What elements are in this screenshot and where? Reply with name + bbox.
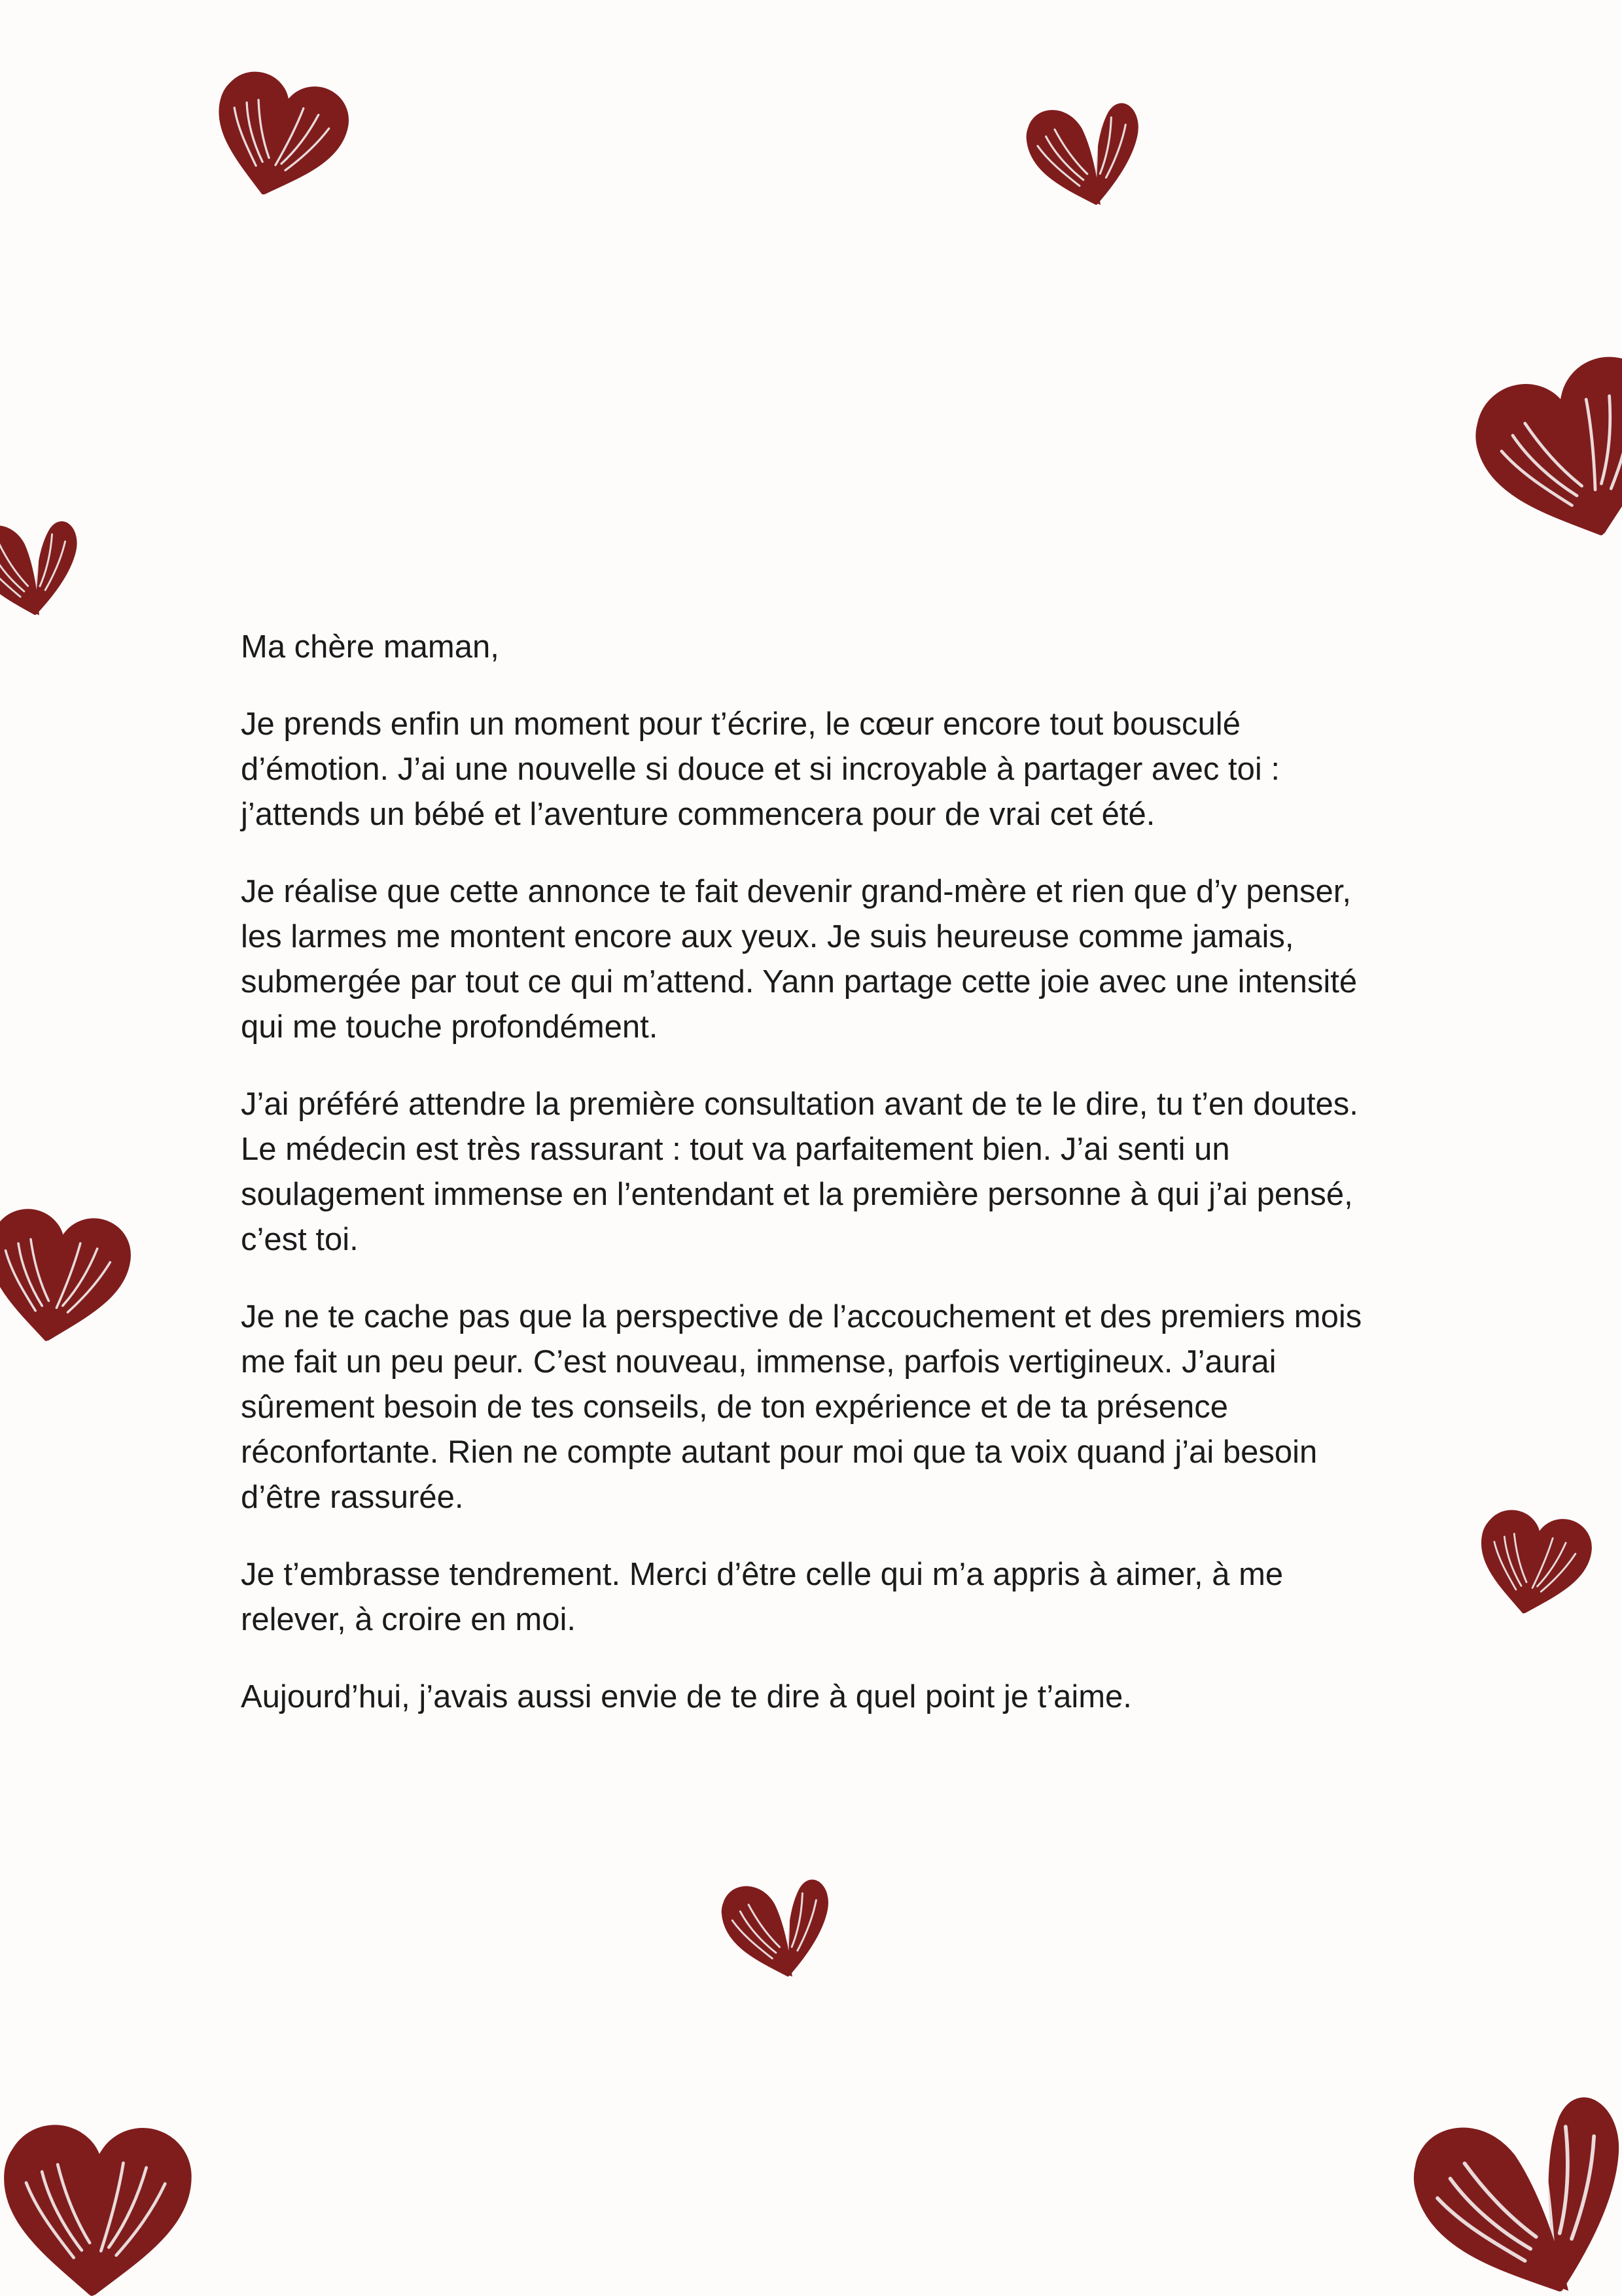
heart-doodle-icon (0, 487, 102, 638)
letter-paragraph: Je ne te cache pas que la perspective de l’accouchement et des premiers mois me fait un peu peur. C’est nouveau, immense, parfois vertigineux. J’aurai sûrement besoin de tes conseils, de ton expérience et de ta présence réconfortante. Rien ne compte autant pour moi que ta voix quand j’ai besoin d’être rassurée. (241, 1299, 1362, 1515)
heart-doodle-icon (697, 1842, 856, 2004)
heart-doodle-icon (0, 1180, 148, 1365)
heart-doodle-icon (1458, 1485, 1607, 1636)
heart-doodle-icon (1001, 65, 1168, 232)
letter-body (241, 625, 1392, 1752)
heart-doodle-icon (1357, 2024, 1622, 2296)
letter-closing: Aujourd’hui, j’avais aussi envie de te dire à quel point je t’aime. (241, 1679, 1132, 1714)
letter-paragraph: Je prends enfin un moment pour t’écrire, le cœur encore tout bousculé d’émotion. J’ai une nouvelle si douce et si incroyable à partager avec toi : j’attends un bébé et l’aventure commencera pour de vrai cet été. (241, 706, 1280, 832)
heart-doodle-icon (1437, 312, 1622, 584)
heart-doodle-icon (186, 40, 370, 226)
heart-doodle-icon (697, 1842, 856, 2004)
letter-paragraph: Je t’embrasse tendrement. Merci d’être celle qui m’a appris à aimer, à me relever, à croire en moi. (241, 1557, 1284, 1637)
letter-paragraph: J’ai préféré attendre la première consultation avant de te le dire, tu t’en doutes. Le médecin est très rassurant : tout va parfaitement bien. J’ai senti un soulagement immense en l’entendant et la première personne à qui j’ai pensé, c’est toi. (241, 1087, 1358, 1257)
heart-doodle-icon (0, 2093, 207, 2296)
heart-doodle-icon (1458, 1485, 1607, 1636)
letter-greeting: Ma chère maman, (241, 629, 499, 665)
heart-doodle-icon (186, 40, 370, 226)
heart-doodle-icon (1437, 312, 1622, 584)
heart-doodle-icon (1001, 65, 1168, 232)
letter-paragraph: Je réalise que cette annonce te fait devenir grand-mère et rien que d’y penser, les larmes me montent encore aux yeux. Je suis heureuse comme jamais, submergée par tout ce qui m’attend. Yann partage cette joie avec une intensité qui me touche profondément. (241, 874, 1358, 1045)
heart-doodle-icon (0, 1180, 148, 1365)
heart-doodle-icon (0, 2093, 207, 2296)
heart-doodle-icon (1357, 2024, 1622, 2296)
heart-doodle-icon (0, 487, 102, 638)
